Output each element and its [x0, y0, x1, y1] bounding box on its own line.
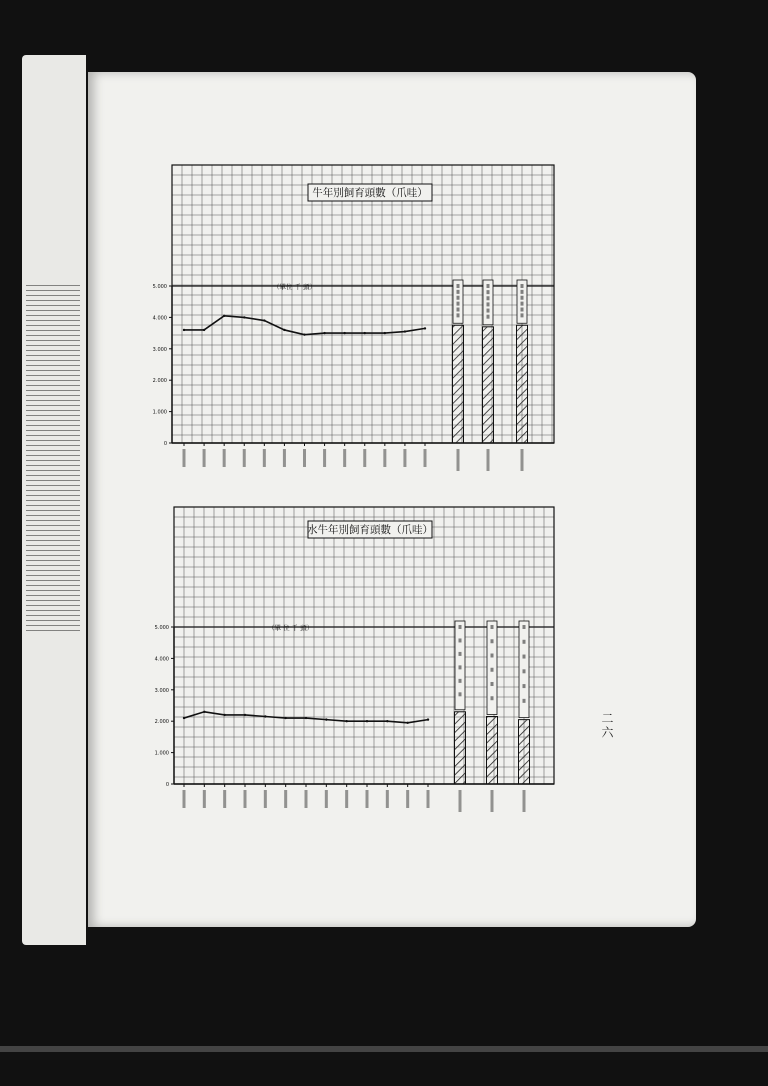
- bar-header-glyph: [491, 682, 494, 686]
- x-tick-label-mark: [427, 790, 430, 808]
- left-page-edge: [22, 55, 86, 945]
- x-tick-label-mark: [325, 790, 328, 808]
- y-tick-label: 1.000: [154, 750, 169, 757]
- line-point: [386, 720, 388, 722]
- bar: [487, 716, 498, 784]
- line-point: [427, 718, 429, 720]
- x-tick-label-mark: [244, 790, 247, 808]
- line-point: [203, 711, 205, 713]
- bar-header-glyph: [459, 638, 462, 642]
- bar-x-label-mark: [491, 790, 494, 812]
- x-tick-label-mark: [406, 790, 409, 808]
- line-point: [305, 717, 307, 719]
- page-number: 二六: [600, 712, 614, 740]
- line-point: [325, 718, 327, 720]
- bar-header-glyph: [491, 653, 494, 657]
- x-tick-label-mark: [345, 790, 348, 808]
- bar-header-glyph: [491, 668, 494, 672]
- bar-header-glyph: [523, 640, 526, 644]
- book-bottom-edge: [0, 1046, 768, 1052]
- bar-header-glyph: [459, 652, 462, 656]
- y-tick-label: 4.000: [154, 656, 169, 663]
- y-tick-label: 3.000: [154, 687, 169, 694]
- chart-title: 牛年別飼育頭數（爪哇）: [312, 187, 428, 199]
- x-tick-label-mark: [386, 790, 389, 808]
- x-tick-label-mark: [264, 790, 267, 808]
- left-page-text-lines: [26, 285, 80, 635]
- y-tick-label: 2.000: [154, 719, 169, 726]
- x-tick-label-mark: [183, 790, 186, 808]
- bar-header-glyph: [523, 655, 526, 659]
- bar-header-glyph: [523, 684, 526, 688]
- line-point: [244, 714, 246, 716]
- bar-header-glyph: [523, 669, 526, 673]
- y-tick-label: 3.000: [152, 346, 167, 353]
- x-tick-label-mark: [305, 790, 308, 808]
- book-page: [88, 72, 696, 927]
- y-tick-label: 2.000: [152, 378, 167, 385]
- y-tick-label: 1.000: [152, 409, 167, 416]
- bar-header-glyph: [459, 625, 462, 629]
- bar-header-glyph: [459, 665, 462, 669]
- y-tick-label: 4.000: [152, 315, 167, 322]
- y-tick-label: 5.000: [152, 284, 167, 290]
- bar-header-glyph: [523, 625, 526, 629]
- line-point: [223, 714, 225, 716]
- line-point: [284, 717, 286, 719]
- bar-header-glyph: [491, 639, 494, 643]
- chart-title: 水牛年別飼育頭數（爪哇）: [307, 524, 433, 536]
- bar-header-glyph: [459, 692, 462, 696]
- unit-label: （單位 千 頭）: [273, 283, 317, 291]
- x-tick-label-mark: [284, 790, 287, 808]
- line-point: [345, 720, 347, 722]
- line-point: [406, 722, 408, 724]
- line-point: [264, 715, 266, 717]
- bar-header-glyph: [491, 625, 494, 629]
- bar: [455, 712, 466, 784]
- bar-header-glyph: [459, 679, 462, 683]
- bar-x-label-mark: [459, 790, 462, 812]
- bar-x-label-mark: [523, 790, 526, 812]
- y-tick-label: 5.000: [154, 625, 169, 631]
- bar: [519, 720, 530, 784]
- y-tick-label: 0: [163, 441, 167, 447]
- line-point: [366, 720, 368, 722]
- y-tick-label: 0: [165, 782, 169, 788]
- x-tick-label-mark: [366, 790, 369, 808]
- bar-header-glyph: [523, 699, 526, 703]
- bar-header-glyph: [491, 696, 494, 700]
- chart-bottom: [88, 72, 696, 927]
- line-point: [183, 717, 185, 719]
- x-tick-label-mark: [203, 790, 206, 808]
- unit-label: （單 位 千 頭）: [268, 624, 314, 632]
- x-tick-label-mark: [223, 790, 226, 808]
